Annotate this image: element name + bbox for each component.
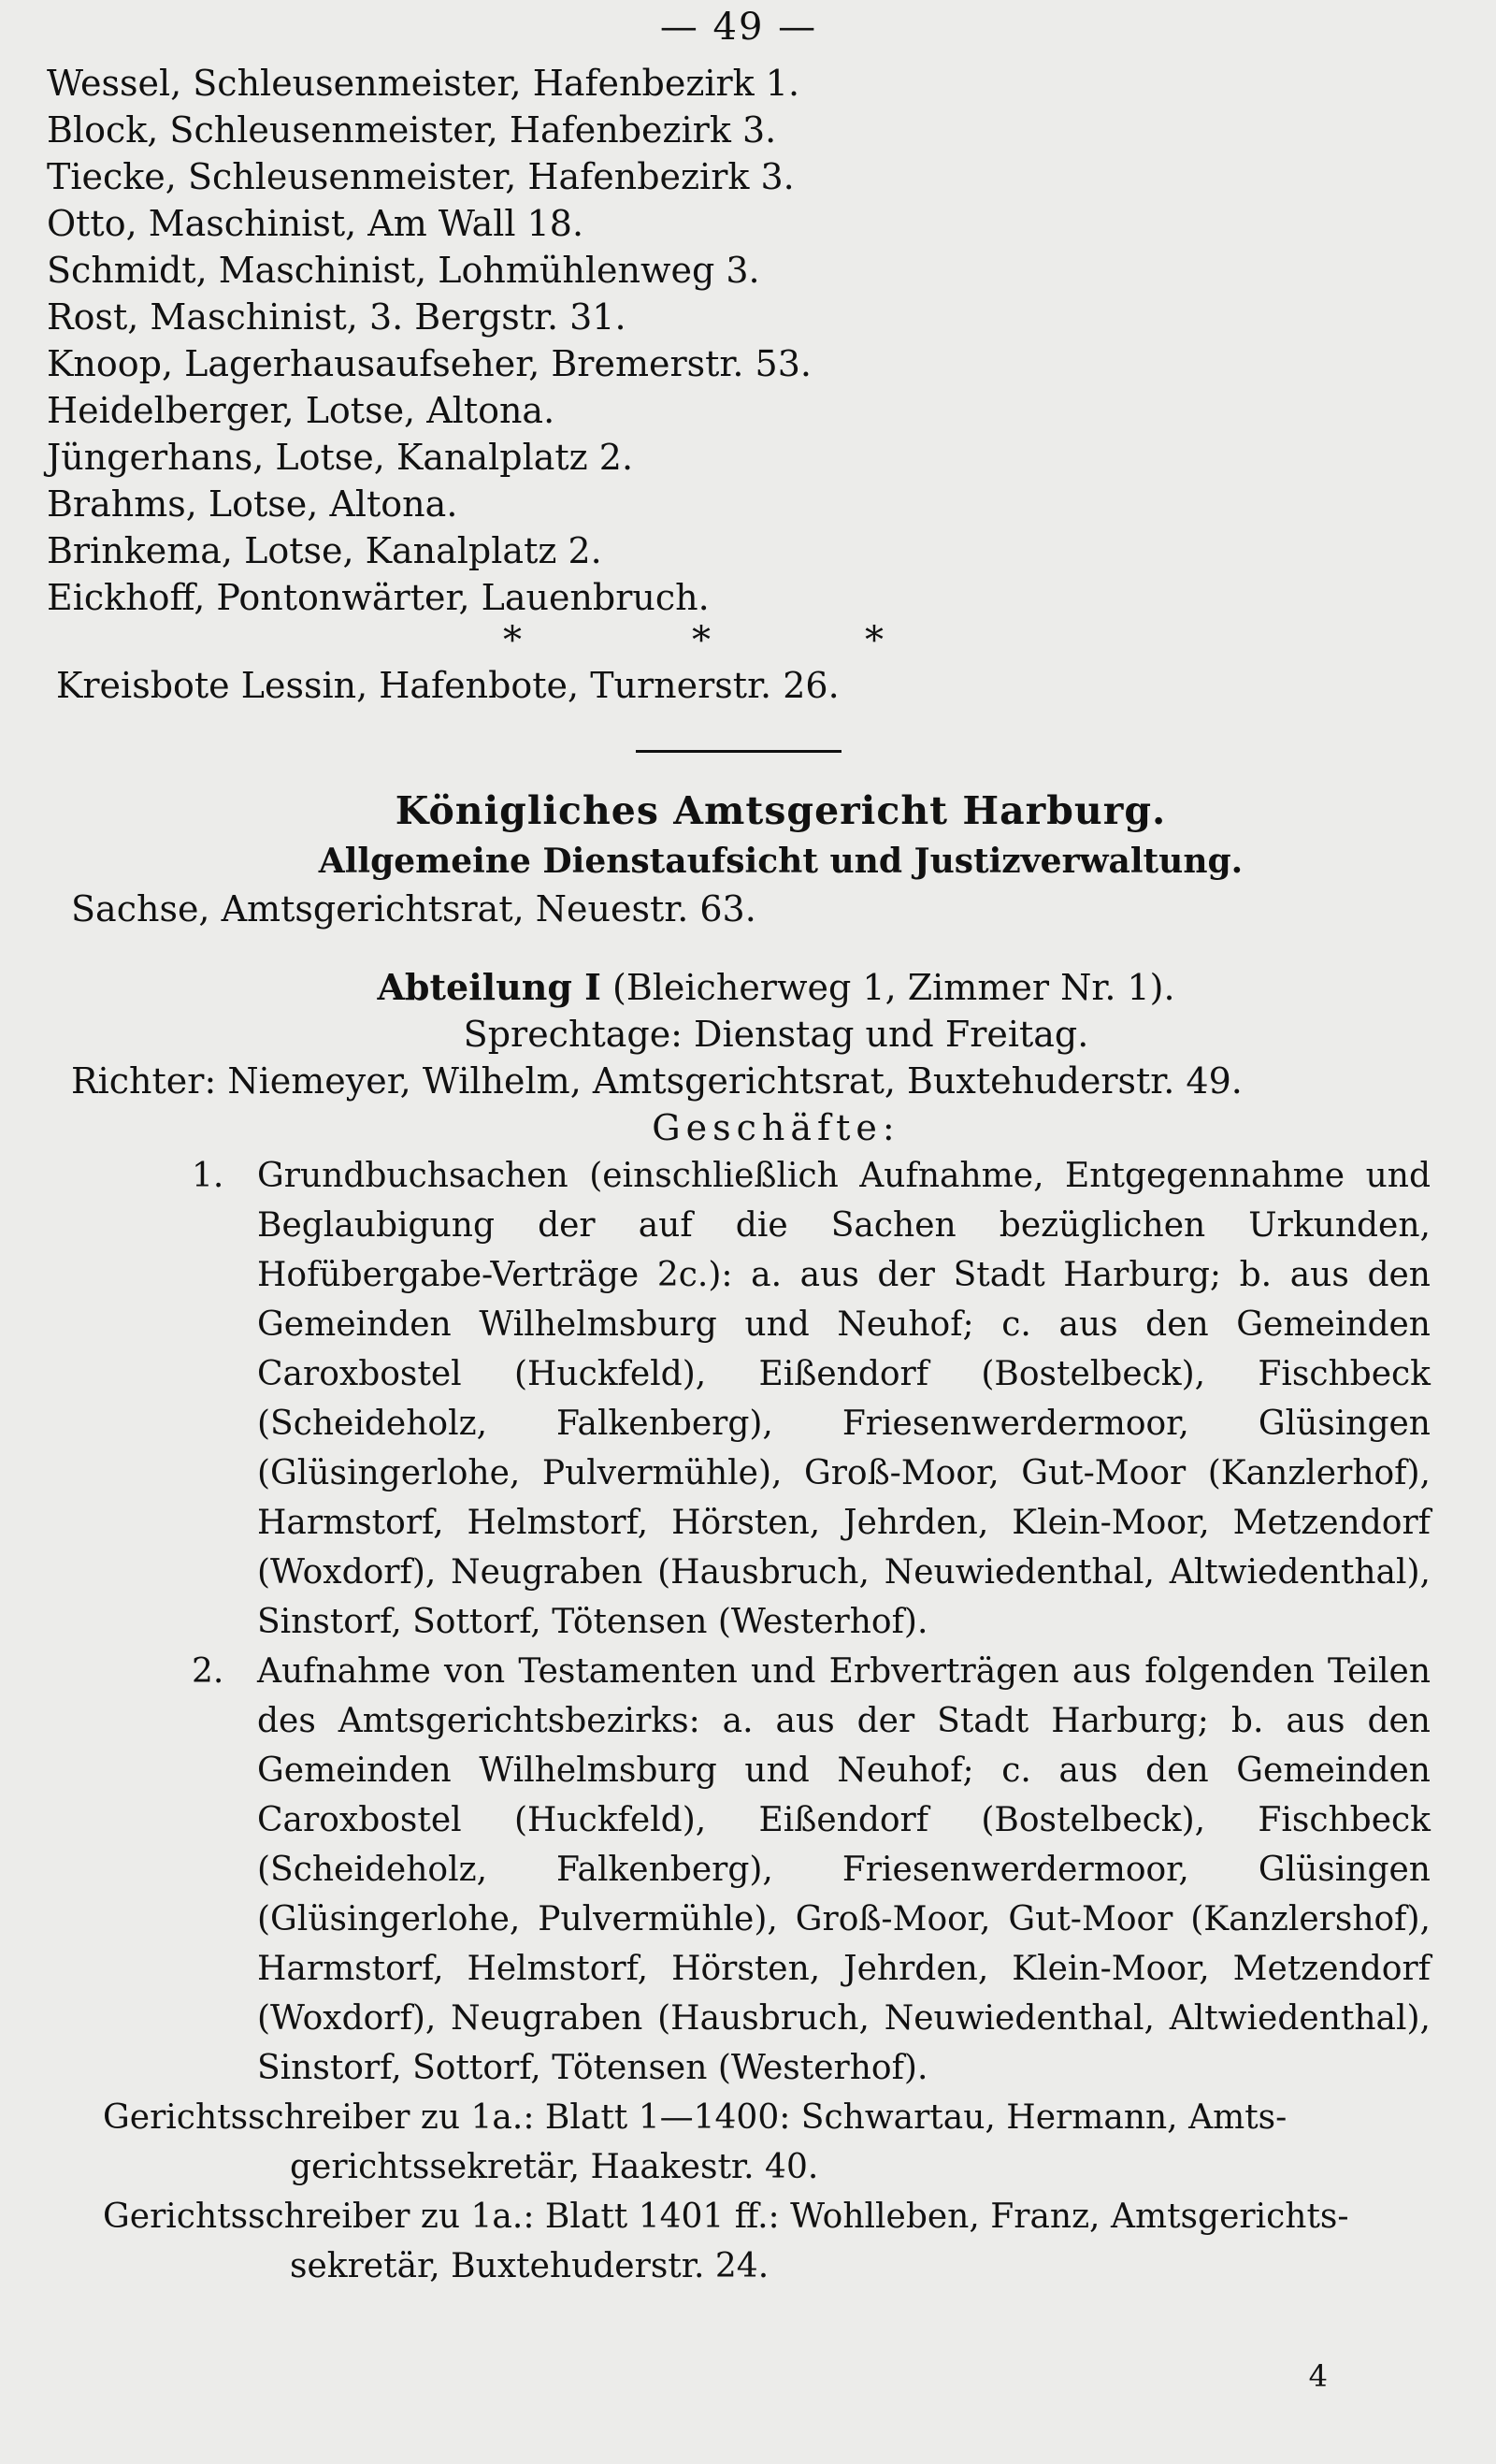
clerk-line-continued: gerichtssekretär, Haakestr. 40. [290, 2148, 819, 2186]
staff-entry: Rost, Maschinist, 3. Bergstr. 31. [47, 296, 626, 338]
page-number: — 49 — [659, 6, 818, 49]
staff-entry: Brahms, Lotse, Altona. [47, 483, 458, 525]
kreisbote-entry: Kreisbote Lessin, Hafenbote, Turnerstr. 26. [56, 665, 840, 706]
item-number: 2. [192, 1652, 224, 1691]
staff-entry: Jüngerhans, Lotse, Kanalplatz 2. [47, 437, 634, 478]
staff-list [47, 60, 1431, 621]
staff-entry: Wessel, Schleusenmeister, Hafenbezirk 1. [47, 63, 800, 104]
court-supervisor: Sachse, Amtsgerichtsrat, Neuestr. 63. [71, 888, 756, 929]
clerk-entry [47, 2192, 1431, 2291]
signature-mark: 4 [1308, 2358, 1328, 2394]
court-subtitle: Allgemeine Dienstaufsicht und Justizverwaltung. [318, 842, 1244, 881]
business-item [192, 1151, 1431, 1647]
item-text: Aufnahme von Testamenten und Erbverträgen aus folgenden Teilen des Amtsgerichtsbezirks: a. aus der Stadt Harburg; b. aus den Gemeinden Wilhelmsburg und Neuhof; c. aus den Gemeinden Caroxbostel (Huckfeld), Eißendorf (Bostelbeck), Fischbeck (Scheideholz, Falkenberg), Friesenwerdermoor, Glüsingen (Glüsingerlohe, Pulvermühle), Groß-Moor, Gut-Moor (Kanzlershof), Harmstorf, Helmstorf, Hörsten, Jehrden, Klein-Moor, Metzendorf (Woxdorf), Neugraben (Hausbruch, Neuwiedenthal, Altwiedenthal), Sinstorf, Sottorf, Tötensen (Westerhof). [257, 1652, 1431, 2087]
clerk-line: Gerichtsschreiber zu 1a.: Blatt 1401 ff.: Wohlleben, Franz, Amtsgerichts- [103, 2197, 1349, 2236]
item-number: 1. [192, 1157, 224, 1195]
asterisk: * [865, 619, 884, 662]
department-heading-bold: Abteilung I [377, 966, 601, 1008]
staff-entry: Otto, Maschinist, Am Wall 18. [47, 203, 584, 244]
judge-entry: Richter: Niemeyer, Wilhelm, Amtsgerichtsrat, Buxtehuderstr. 49. [71, 1060, 1243, 1102]
staff-entry: Tiecke, Schleusenmeister, Hafenbezirk 3. [47, 156, 795, 197]
department-heading [122, 964, 1431, 1011]
asterism-divider [47, 619, 1431, 662]
clerk-line: Gerichtsschreiber zu 1a.: Blatt 1—1400: Schwartau, Hermann, Amts- [103, 2098, 1287, 2137]
clerk-line-continued: sekretär, Buxtehuderstr. 24. [290, 2247, 770, 2285]
staff-entry: Block, Schleusenmeister, Hafenbezirk 3. [47, 109, 777, 151]
asterisk: * [503, 619, 522, 662]
staff-entry: Knoop, Lagerhausaufseher, Bremerstr. 53. [47, 343, 812, 384]
office-days: Sprechtage: Dienstag und Freitag. [463, 1014, 1089, 1055]
clerk-entry [47, 2093, 1431, 2192]
staff-entry: Schmidt, Maschinist, Lohmühlenweg 3. [47, 250, 760, 291]
business-item [192, 1647, 1431, 2093]
staff-entry: Brinkema, Lotse, Kanalplatz 2. [47, 530, 602, 571]
department-heading-rest: (Bleicherweg 1, Zimmer Nr. 1). [600, 967, 1175, 1008]
item-text: Grundbuchsachen (einschließlich Aufnahme, Entgegennahme und Beglaubigung der auf die Sachen bezüglichen Urkunden, Hofübergabe-Verträge 2c.): a. aus der Stadt Harburg; b. aus den Gemeinden Wilhelmsburg und Neuhof; c. aus den Gemeinden Caroxbostel (Huckfeld), Eißendorf (Bostelbeck), Fischbeck (Scheideholz, Falkenberg), Friesenwerdermoor, Glüsingen (Glüsingerlohe, Pulvermühle), Groß-Moor, Gut-Moor (Kanzlerhof), Harmstorf, Helmstorf, Hörsten, Jehrden, Klein-Moor, Metzendorf (Woxdorf), Neugraben (Hausbruch, Neuwiedenthal, Altwiedenthal), Sinstorf, Sottorf, Tötensen (Westerhof). [257, 1157, 1431, 1641]
staff-entry: Heidelberger, Lotse, Altona. [47, 390, 555, 431]
staff-entry: Eickhoff, Pontonwärter, Lauenbruch. [47, 577, 710, 618]
section-rule [636, 750, 842, 753]
business-heading: Geschäfte: [652, 1107, 900, 1148]
asterisk: * [692, 619, 711, 662]
court-title: Königliches Amtsgericht Harburg. [395, 788, 1167, 833]
